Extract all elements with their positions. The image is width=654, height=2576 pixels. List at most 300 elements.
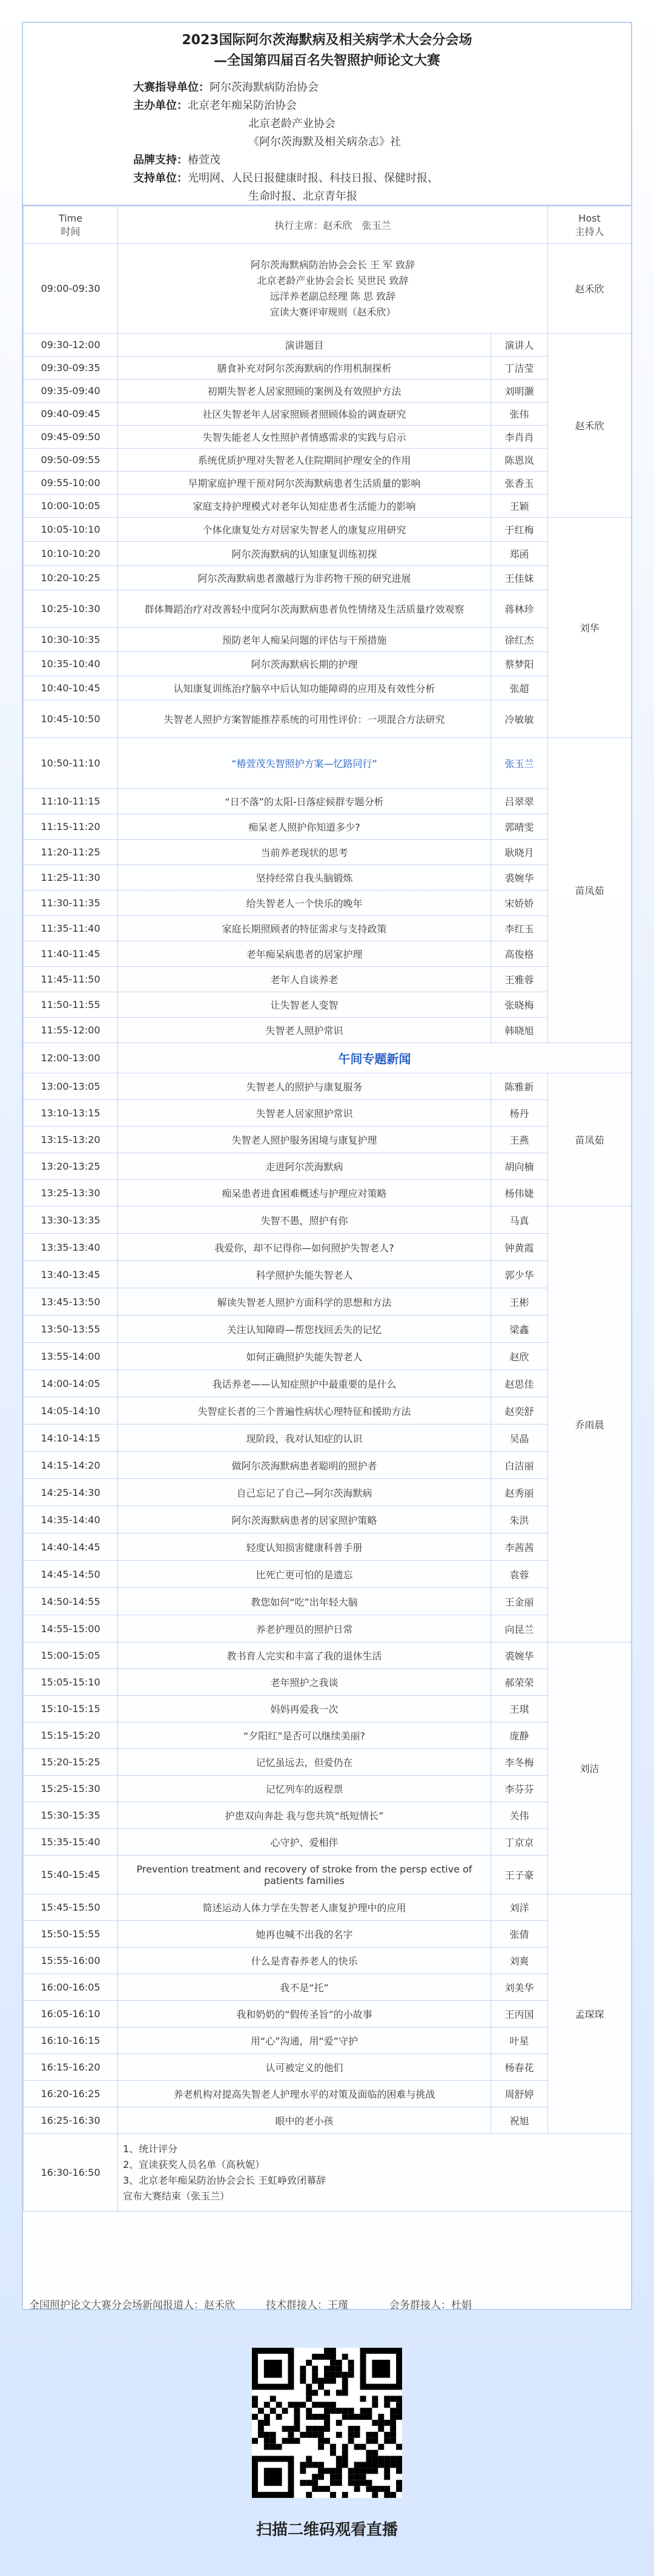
table-row	[24, 1802, 632, 1829]
organizer-line	[133, 79, 521, 97]
speaker-cell: 吴晶	[491, 1425, 548, 1452]
time-cell: 16:10-16:15	[24, 2028, 118, 2054]
qr-module	[312, 2390, 318, 2396]
speaker-cell: 冷敏敏	[491, 700, 548, 738]
time-cell: 11:40-11:45	[24, 941, 118, 967]
organizer-value: 北京老年痴呆防治协会	[188, 99, 297, 112]
time-cell: 14:45-14:50	[24, 1561, 118, 1588]
topic-cell: 失智不愚，照护有你	[118, 1207, 491, 1234]
qr-module	[360, 2444, 366, 2450]
opening-line: 宣读大赛评审规则（赵禾欣）	[269, 306, 396, 318]
host-cell: 刘华	[548, 518, 632, 738]
header-row	[24, 206, 632, 244]
time-cell: 15:25-15:30	[24, 1776, 118, 1802]
time-cell: 11:30-11:35	[24, 891, 118, 916]
qr-module	[396, 2486, 402, 2492]
time-cell: 13:20-13:25	[24, 1153, 118, 1180]
time-cell: 11:25-11:30	[24, 865, 118, 891]
table-row	[24, 2107, 632, 2134]
topic-cell: 系统优质护理对失智老人住院期间护理安全的作用	[118, 449, 491, 472]
speaker-cell: 张玉兰	[491, 738, 548, 789]
qr-module	[300, 2402, 306, 2408]
qr-module	[348, 2408, 354, 2414]
qr-module	[354, 2468, 360, 2474]
time-cell: 15:55-16:00	[24, 1948, 118, 1974]
table-row	[24, 789, 632, 814]
table-row	[24, 1397, 632, 1425]
qr-module	[360, 2396, 366, 2402]
qr-module	[300, 2468, 306, 2474]
time-cell: 16:20-16:25	[24, 2081, 118, 2107]
speaker-cell: 钟黄霞	[491, 1234, 548, 1261]
topic-cell: 心守护、爱相伴	[118, 1829, 491, 1856]
table-row	[24, 1316, 632, 1343]
qr-finder	[264, 2360, 282, 2378]
opening-line: 北京老龄产业协会会长 吴世民 致辞	[257, 274, 409, 286]
closing-line: 2、宣读获奖人员名单（高秋妮）	[123, 2158, 265, 2170]
qr-module	[378, 2414, 384, 2420]
table-row	[24, 992, 632, 1018]
table-row	[24, 380, 632, 403]
agenda-header	[23, 23, 631, 206]
topic-cell: 失智症长者的三个普遍性病状心理特征和援助方法	[118, 1397, 491, 1425]
time-cell: 13:30-13:35	[24, 1207, 118, 1234]
time-cell: 13:10-13:15	[24, 1100, 118, 1127]
host-cell: 孟琛琛	[548, 1894, 632, 2134]
qr-module	[258, 2420, 264, 2426]
agenda-table	[23, 206, 632, 2212]
qr-module	[366, 2462, 372, 2468]
table-row	[24, 1615, 632, 1642]
speaker-cell: 吕翠翠	[491, 789, 548, 814]
topic-cell: 社区失智老年人居家照顾者照顾体验的调查研究	[118, 403, 491, 426]
qr-module	[306, 2456, 312, 2462]
time-cell: 15:50-15:55	[24, 1921, 118, 1948]
qr-module	[282, 2438, 288, 2444]
qr-module	[330, 2360, 336, 2366]
qr-module	[384, 2468, 390, 2474]
time-cell: 13:55-14:00	[24, 1343, 118, 1370]
qr-module	[366, 2408, 372, 2414]
qr-module	[384, 2402, 390, 2408]
table-row	[24, 1829, 632, 1856]
table-row	[24, 1073, 632, 1100]
qr-module	[306, 2396, 312, 2402]
topic-cell: 给失智老人一个快乐的晚年	[118, 891, 491, 916]
time-cell: 09:55-10:00	[24, 472, 118, 495]
qr-module	[378, 2420, 384, 2426]
qr-module	[336, 2432, 342, 2438]
qr-module	[342, 2414, 348, 2420]
qr-module	[318, 2474, 324, 2480]
qr-module	[360, 2468, 366, 2474]
table-row	[24, 590, 632, 628]
time-cell: 15:30-15:35	[24, 1802, 118, 1829]
qr-module	[348, 2432, 354, 2438]
qr-module	[330, 2378, 336, 2384]
table-row	[24, 495, 632, 518]
time-cell: 16:05-16:10	[24, 2001, 118, 2028]
topic-cell: 初期失智老人居家照顾的案例及有效照护方法	[118, 380, 491, 403]
qr-module	[324, 2390, 330, 2396]
qr-module	[318, 2414, 324, 2420]
topic-cell: 预防老年人痴呆问题的评估与干预措施	[118, 628, 491, 652]
qr-module	[336, 2390, 342, 2396]
qr-module	[342, 2372, 348, 2378]
organizer-key: 品牌支持：	[133, 154, 188, 166]
opening-line: 远洋养老副总经理 陈 思 致辞	[269, 290, 396, 302]
qr-module	[288, 2426, 294, 2432]
qr-module	[306, 2414, 312, 2420]
qr-module	[306, 2384, 312, 2390]
table-row	[24, 1776, 632, 1802]
time-cell: 10:25-10:30	[24, 590, 118, 628]
qr-module	[390, 2408, 396, 2414]
qr-module	[372, 2396, 378, 2402]
qr-module	[384, 2456, 390, 2462]
qr-module	[390, 2492, 396, 2498]
qr-module	[330, 2372, 336, 2378]
qr-module	[330, 2450, 336, 2456]
qr-module	[324, 2372, 330, 2378]
host-cell: 乔雨晨	[548, 1207, 632, 1642]
qr-module	[306, 2426, 312, 2432]
qr-module	[312, 2414, 318, 2420]
time-cell: 16:30-16:50	[24, 2134, 118, 2212]
speaker-cell: 李茜茜	[491, 1533, 548, 1561]
qr-module	[342, 2390, 348, 2396]
qr-module	[390, 2414, 396, 2420]
qr-module	[342, 2378, 348, 2384]
speaker-cell: 演讲人	[491, 334, 548, 357]
table-row	[24, 2054, 632, 2081]
speaker-cell: 赵欣	[491, 1343, 548, 1370]
time-cell: 14:50-14:55	[24, 1588, 118, 1615]
topic-cell: 妈妈再爱我一次	[118, 1696, 491, 1722]
live-qr-code[interactable]	[252, 2348, 402, 2498]
qr-module	[330, 2474, 336, 2480]
time-cell: 11:55-12:00	[24, 1018, 118, 1043]
time-cell: 15:20-15:25	[24, 1749, 118, 1776]
table-row	[24, 814, 632, 840]
qr-module	[258, 2426, 264, 2432]
qr-module	[384, 2462, 390, 2468]
qr-module	[312, 2486, 318, 2492]
speaker-cell: 李芬芬	[491, 1776, 548, 1802]
qr-module	[342, 2450, 348, 2456]
qr-module	[324, 2402, 330, 2408]
topic-cell: 膳食补充对阿尔茨海默病的作用机制探析	[118, 357, 491, 380]
topic-cell: 失智老人照护常识	[118, 1018, 491, 1043]
table-row	[24, 1974, 632, 2001]
qr-module	[252, 2396, 258, 2402]
table-row	[24, 1506, 632, 1533]
qr-module	[312, 2402, 318, 2408]
organizer-key: 支持单位：	[133, 172, 188, 185]
qr-module	[348, 2372, 354, 2378]
qr-module	[396, 2444, 402, 2450]
time-cell: 16:15-16:20	[24, 2054, 118, 2081]
qr-module	[318, 2378, 324, 2384]
speaker-cell: 王颖	[491, 495, 548, 518]
time-cell: 09:30-12:00	[24, 334, 118, 357]
qr-module	[276, 2402, 282, 2408]
organizer-value: 阿尔茨海默病防治协会	[210, 81, 319, 94]
speaker-cell: 于红梅	[491, 518, 548, 542]
qr-module	[312, 2474, 318, 2480]
qr-module	[324, 2378, 330, 2384]
topic-cell: 什么是青春养老人的快乐	[118, 1948, 491, 1974]
organizer-value: 光明网、人民日报健康时报、科技日报、保健时报、	[188, 172, 438, 185]
topic-cell: 阿尔茨海默病患者激越行为非药物干预的研究进展	[118, 566, 491, 590]
qr-module	[342, 2492, 348, 2498]
qr-module	[270, 2396, 276, 2402]
speaker-cell: 刘明灏	[491, 380, 548, 403]
qr-module	[372, 2450, 378, 2456]
qr-module	[354, 2426, 360, 2432]
table-row	[24, 1127, 632, 1153]
qr-module	[390, 2432, 396, 2438]
topic-cell: “夕阳红”是否可以继续美丽?	[118, 1722, 491, 1749]
qr-module	[348, 2360, 354, 2366]
qr-module	[378, 2456, 384, 2462]
speaker-cell: 刘美华	[491, 1974, 548, 2001]
speaker-cell: 赵奕舒	[491, 1397, 548, 1425]
qr-module	[252, 2438, 258, 2444]
qr-module	[366, 2456, 372, 2462]
time-cell: 15:40-15:45	[24, 1856, 118, 1894]
qr-module	[384, 2486, 390, 2492]
table-row	[24, 1921, 632, 1948]
qr-module	[366, 2414, 372, 2420]
speaker-cell: 李肖肖	[491, 426, 548, 449]
time-cell: 15:05-15:10	[24, 1669, 118, 1696]
qr-module	[324, 2354, 330, 2360]
qr-module	[366, 2438, 372, 2444]
topic-cell: 如何正确照护失能失智老人	[118, 1343, 491, 1370]
table-row	[24, 840, 632, 865]
qr-module	[330, 2492, 336, 2498]
qr-module	[318, 2444, 324, 2450]
speaker-cell: 刘爽	[491, 1948, 548, 1974]
opening-line: 阿尔茨海默病防治协会会长 王 军 致辞	[250, 259, 415, 271]
host-cell: 苗凤茹	[548, 738, 632, 1043]
time-cell: 11:10-11:15	[24, 789, 118, 814]
time-cell: 10:00-10:05	[24, 495, 118, 518]
topic-cell: 自己忘记了自己—阿尔茨海默病	[118, 1479, 491, 1506]
qr-module	[342, 2384, 348, 2390]
table-row	[24, 1696, 632, 1722]
qr-module	[384, 2396, 390, 2402]
qr-module	[366, 2432, 372, 2438]
table-row	[24, 1894, 632, 1921]
speaker-cell: 向昆兰	[491, 1615, 548, 1642]
time-cell: 15:15-15:20	[24, 1722, 118, 1749]
qr-module	[372, 2420, 378, 2426]
speaker-cell: 徐红杰	[491, 628, 548, 652]
time-cell: 14:10-14:15	[24, 1425, 118, 1452]
speaker-cell: 陈雅新	[491, 1073, 548, 1100]
time-cell: 13:40-13:45	[24, 1261, 118, 1288]
speaker-cell: 张倩	[491, 1921, 548, 1948]
time-column-label: Time	[58, 212, 83, 224]
qr-module	[276, 2444, 282, 2450]
qr-module	[390, 2438, 396, 2444]
qr-module	[336, 2372, 342, 2378]
opening-cell	[118, 244, 548, 334]
speaker-cell: 王丙国	[491, 2001, 548, 2028]
time-cell: 15:10-15:15	[24, 1696, 118, 1722]
qr-module	[270, 2444, 276, 2450]
qr-module	[336, 2462, 342, 2468]
qr-module	[354, 2432, 360, 2438]
speaker-cell: 杨丹	[491, 1100, 548, 1127]
qr-module	[390, 2426, 396, 2432]
table-row	[24, 1180, 632, 1207]
topic-cell: “日不落”的太阳-日落症候群专题分析	[118, 789, 491, 814]
qr-module	[312, 2426, 318, 2432]
qr-module	[324, 2408, 330, 2414]
organizer-line	[133, 97, 521, 115]
time-cell: 11:35-11:40	[24, 916, 118, 941]
qr-module	[390, 2456, 396, 2462]
topic-cell: 阿尔茨海默病的认知康复训练初探	[118, 542, 491, 566]
qr-module	[324, 2468, 330, 2474]
organizer-value: 北京老龄产业协会	[248, 117, 335, 130]
qr-module	[252, 2402, 258, 2408]
speaker-cell: 李冬梅	[491, 1749, 548, 1776]
qr-module	[318, 2432, 324, 2438]
qr-module	[378, 2486, 384, 2492]
qr-module	[378, 2444, 384, 2450]
time-cell: 14:55-15:00	[24, 1615, 118, 1642]
qr-module	[330, 2402, 336, 2408]
speaker-cell: 王佳妹	[491, 566, 548, 590]
speaker-cell: 庞静	[491, 1722, 548, 1749]
time-cell: 11:50-11:55	[24, 992, 118, 1018]
time-cell: 14:35-14:40	[24, 1506, 118, 1533]
speaker-cell: 蒋林珍	[491, 590, 548, 628]
topic-cell: 当前养老现状的思考	[118, 840, 491, 865]
table-row	[24, 1288, 632, 1316]
organizer-line	[133, 188, 521, 206]
qr-module	[270, 2408, 276, 2414]
qr-module	[348, 2480, 354, 2486]
time-cell: 16:25-16:30	[24, 2107, 118, 2134]
qr-module	[384, 2474, 390, 2480]
qr-module	[312, 2378, 318, 2384]
qr-module	[390, 2396, 396, 2402]
qr-module	[324, 2438, 330, 2444]
table-row	[24, 1561, 632, 1588]
qr-module	[354, 2480, 360, 2486]
table-row	[24, 1856, 632, 1894]
table-row	[24, 1452, 632, 1479]
time-cell: 11:45-11:50	[24, 967, 118, 992]
topic-cell: 我话养老——认知症照护中最重要的是什么	[118, 1370, 491, 1397]
speaker-cell: 胡向楠	[491, 1153, 548, 1180]
table-row	[24, 472, 632, 495]
speaker-cell: 韩晓旭	[491, 1018, 548, 1043]
table-row	[24, 1343, 632, 1370]
qr-module	[366, 2486, 372, 2492]
table-row	[24, 1425, 632, 1452]
table-row	[24, 518, 632, 542]
qr-module	[372, 2492, 378, 2498]
time-cell: 15:45-15:50	[24, 1894, 118, 1921]
speaker-cell: 宋娇娇	[491, 891, 548, 916]
qr-module	[396, 2468, 402, 2474]
topic-cell: 认可被定义的他们	[118, 2054, 491, 2081]
qr-module	[396, 2480, 402, 2486]
contest-title: —全国第四届百名失智照护师论文大赛	[213, 53, 440, 68]
organizer-value: 椿萱茂	[188, 154, 220, 166]
qr-module	[324, 2486, 330, 2492]
time-cell: 13:50-13:55	[24, 1316, 118, 1343]
qr-module	[330, 2468, 336, 2474]
qr-module	[294, 2426, 300, 2432]
qr-finder	[264, 2468, 282, 2486]
qr-module	[312, 2480, 318, 2486]
qr-module	[288, 2402, 294, 2408]
qr-module	[396, 2462, 402, 2468]
time-column-header	[24, 206, 118, 244]
topic-cell: 教您如何“吃”出年轻大脑	[118, 1588, 491, 1615]
topic-cell: 轻度认知损害健康科普手册	[118, 1533, 491, 1561]
time-cell: 10:35-10:40	[24, 652, 118, 676]
speaker-cell: 刘洋	[491, 1894, 548, 1921]
speaker-cell: 杨伟婕	[491, 1180, 548, 1207]
qr-module	[372, 2486, 378, 2492]
qr-module	[318, 2384, 324, 2390]
qr-module	[348, 2414, 354, 2420]
speaker-cell: 张伟	[491, 403, 548, 426]
qr-module	[372, 2402, 378, 2408]
chair-header: 执行主席：赵禾欣 张玉兰	[118, 206, 548, 244]
qr-module	[300, 2462, 306, 2468]
time-cell: 13:45-13:50	[24, 1288, 118, 1316]
time-cell: 11:20-11:25	[24, 840, 118, 865]
speaker-cell: 裘婉华	[491, 865, 548, 891]
qr-module	[348, 2468, 354, 2474]
qr-module	[258, 2408, 264, 2414]
speaker-cell: 马真	[491, 1207, 548, 1234]
closing-cell	[118, 2134, 632, 2212]
qr-module	[330, 2348, 336, 2354]
table-row	[24, 1533, 632, 1561]
qr-module	[300, 2378, 306, 2384]
qr-module	[306, 2390, 312, 2396]
qr-module	[324, 2414, 330, 2420]
qr-module	[300, 2432, 306, 2438]
table-row	[24, 1018, 632, 1043]
qr-module	[294, 2414, 300, 2420]
time-cell: 10:20-10:25	[24, 566, 118, 590]
topic-cell: 失智老人照护方案智能推荐系统的可用性评价：一项混合方法研究	[118, 700, 491, 738]
topic-cell: 做阿尔茨海默病患者聪明的照护者	[118, 1452, 491, 1479]
qr-module	[264, 2438, 270, 2444]
qr-module	[372, 2462, 378, 2468]
speaker-cell: 祝旭	[491, 2107, 548, 2134]
table-row	[24, 916, 632, 941]
qr-module	[378, 2462, 384, 2468]
time-cell: 13:15-13:20	[24, 1127, 118, 1153]
qr-module	[306, 2360, 312, 2366]
time-cell: 09:40-09:45	[24, 403, 118, 426]
qr-module	[312, 2372, 318, 2378]
qr-module	[342, 2456, 348, 2462]
organizer-value: 《阿尔茨海默及相关病杂志》社	[248, 136, 401, 148]
